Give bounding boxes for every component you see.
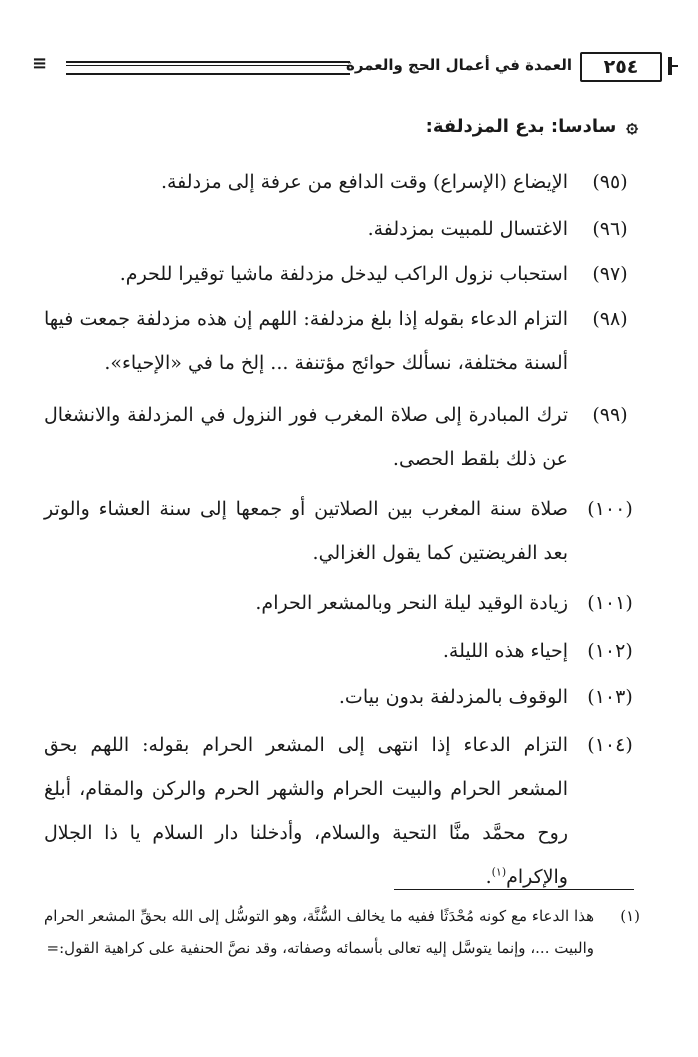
header-cap (668, 57, 672, 75)
list-item (0, 252, 698, 297)
ornament-icon: ۞ (626, 113, 638, 137)
item-text: الوقوف بالمزدلفة بدون بيات. (338, 686, 568, 708)
section-heading (426, 110, 638, 142)
section-title: بدع المزدلفة: (425, 116, 545, 137)
item-number: (١٠٣) (587, 686, 633, 708)
running-title: العمدة في أعمال الحج والعمرة (346, 56, 572, 74)
item-text-tail: . (485, 866, 492, 888)
section-label: سادسا: (550, 116, 617, 137)
item-text: الإيضاع (الإسراع) وقت الدافع من عرفة إلى مزدلفة. (160, 171, 568, 193)
footnote-number: (١) (620, 907, 640, 925)
item-number: (٩٦) (592, 218, 628, 240)
item-text (44, 723, 568, 899)
item-number: (٩٥) (592, 171, 628, 193)
list-item (0, 393, 698, 487)
item-text: ترك المبادرة إلى صلاة المغرب فور النزول في المزدلفة والانشغال عن ذلك بلقط الحصى. (44, 404, 568, 470)
list-item (0, 160, 698, 207)
header-rule (66, 61, 350, 75)
item-text: الاغتسال للمبيت بمزدلفة. (367, 218, 568, 240)
item-text: زيادة الوقيد ليلة النحر وبالمشعر الحرام. (255, 592, 568, 614)
item-number: (١٠٠) (587, 498, 633, 520)
item-number: (٩٧) (592, 263, 628, 285)
footnote-reference[interactable]: (١) (491, 865, 507, 879)
item-text: صلاة سنة المغرب بين الصلاتين أو جمعها إلى سنة العشاء والوتر بعد الفريضتين كما يقول الغزالي. (44, 498, 568, 564)
list-item (0, 297, 698, 393)
list-item (0, 207, 698, 252)
item-number: (٩٩) (592, 404, 628, 426)
item-text-body: التزام الدعاء إذا انتهى إلى المشعر الحرام بقوله: اللهم بحق المشعر الحرام والبيت الحرام والشهر الحرم والركن والمقام، أبلغ روح محمَّد منَّا التحية والسلام، وأدخلنا دار السلام يا ذا الجلال والإكرام (44, 734, 568, 888)
header-end-mark: ≡ (32, 53, 48, 74)
page-header (26, 52, 672, 82)
page-number: ٢٥٤ (580, 52, 662, 82)
item-text: إحياء هذه الليلة. (442, 640, 568, 662)
footnote (44, 900, 652, 964)
footnote-separator (394, 889, 634, 890)
footnote-text: هذا الدعاء مع كونه مُحْدَثًا ففيه ما يخالف السُّنَّة، وهو التوسُّل إلى الله بحقِّ المشعر الحرام والبيت ...، وإنما يتوسَّل إليه تعالى بأسمائه وصفاته، وقد نصَّ الحنفية على كراهية القول:= (44, 907, 594, 957)
list-item (0, 581, 698, 629)
list-item (0, 487, 698, 581)
item-number: (١٠٤) (587, 734, 633, 756)
item-number: (١٠٢) (587, 640, 633, 662)
item-text: التزام الدعاء بقوله إذا بلغ مزدلفة: اللهم إن هذه مزدلفة جمعت فيها ألسنة مختلفة، نسألك حوائج مؤتنفة ... إلخ ما في «الإحياء». (44, 308, 568, 374)
list-item (0, 723, 698, 888)
list-item (0, 629, 698, 675)
item-number: (١٠١) (587, 592, 633, 614)
item-number: (٩٨) (592, 308, 628, 330)
innovations-list (0, 160, 698, 888)
list-item (0, 675, 698, 723)
item-text: استحباب نزول الراكب ليدخل مزدلفة ماشيا توقيرا للحرم. (119, 263, 568, 285)
